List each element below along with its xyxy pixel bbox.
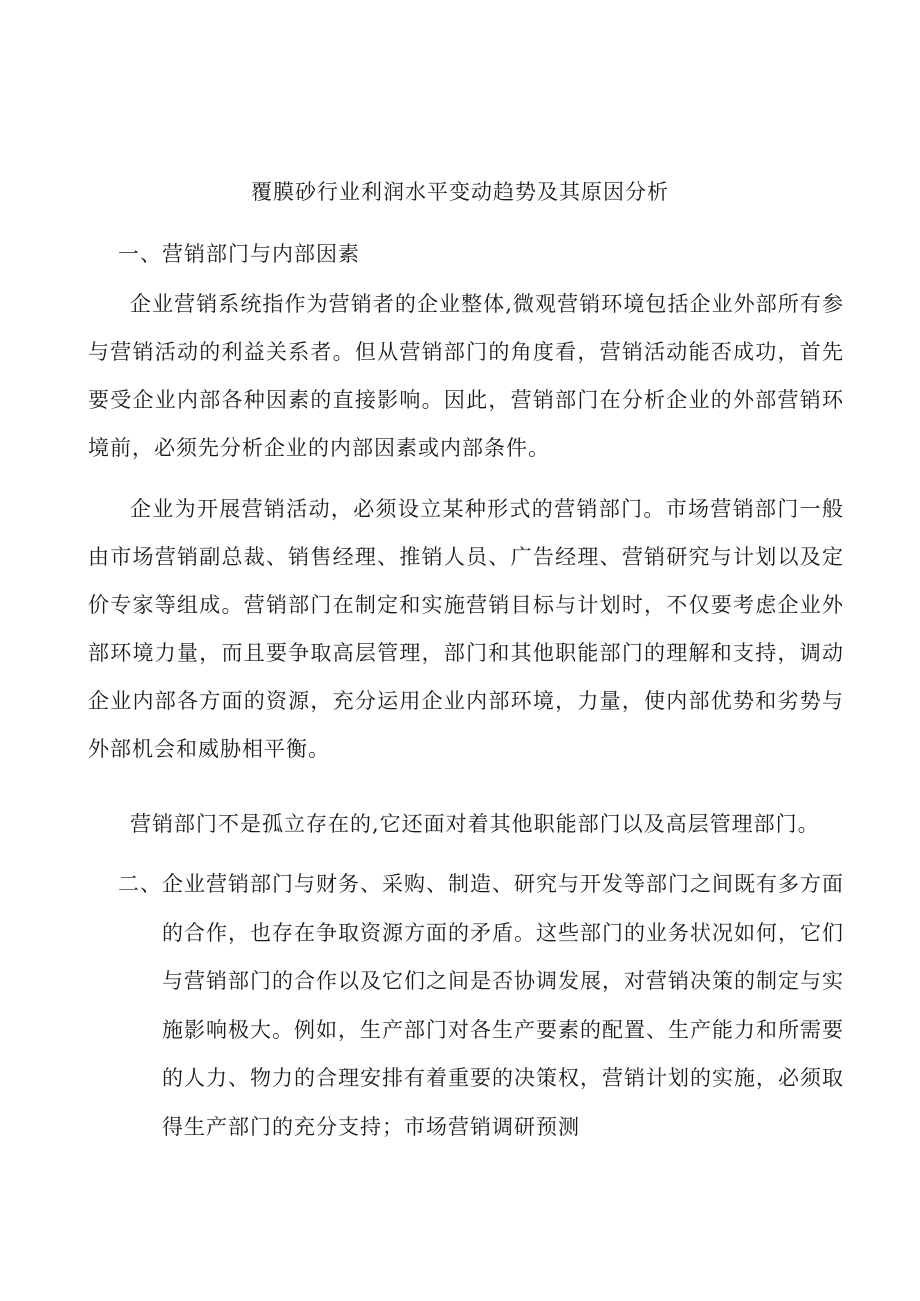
body-paragraph-2: 企业为开展营销活动，必须设立某种形式的营销部门。市场营销部门一般由市场营销副总裁、销售经理、推销人员、广告经理、营销研究与计划以及定价专家等组成。营销部门在制定和实施营销目标与计划时，不仅要考虑企业外部环境力量，而且要争取高层管理，部门和其他职能部门的理解和支持，调动企业内部各方面的资源，充分运用企业内部环境，力量，使内部优势和劣势与外部机会和威胁相平衡。 xyxy=(88,497,844,761)
section-1-heading: 一、营销部门与内部因素 xyxy=(118,242,360,266)
section-2-text: 企业营销部门与财务、采购、制造、研究与开发等部门之间既有多方面的合作，也存在争取资源方面的矛盾。这些部门的业务状况如何，它们与营销部门的合作以及它们之间是否协调发展，对营销决策的制定与实施影响极大。例如，生产部门对各生产要素的配置、生产能力和所需要的人力、物力的合理安排有着重要的决策权，营销计划的实施，必须取得生产部门的充分支持；市场营销调研预测 xyxy=(162,872,844,1139)
document-title: 覆膜砂行业利润水平变动趋势及其原因分析 xyxy=(251,180,669,204)
body-paragraph-3: 营销部门不是孤立存在的,它还面对着其他职能部门以及高层管理部门。 xyxy=(130,812,820,836)
list-marker: 二、 xyxy=(118,872,162,896)
section-2-list-item xyxy=(118,860,844,1151)
body-paragraph-1: 企业营销系统指作为营销者的企业整体,微观营销环境包括企业外部所有参与营销活动的利益关系者。但从营销部门的角度看，营销活动能否成功，首先要受企业内部各种因素的直接影响。因此，营销部门在分析企业的外部营销环境前，必须先分析企业的内部因素或内部条件。 xyxy=(88,292,844,460)
